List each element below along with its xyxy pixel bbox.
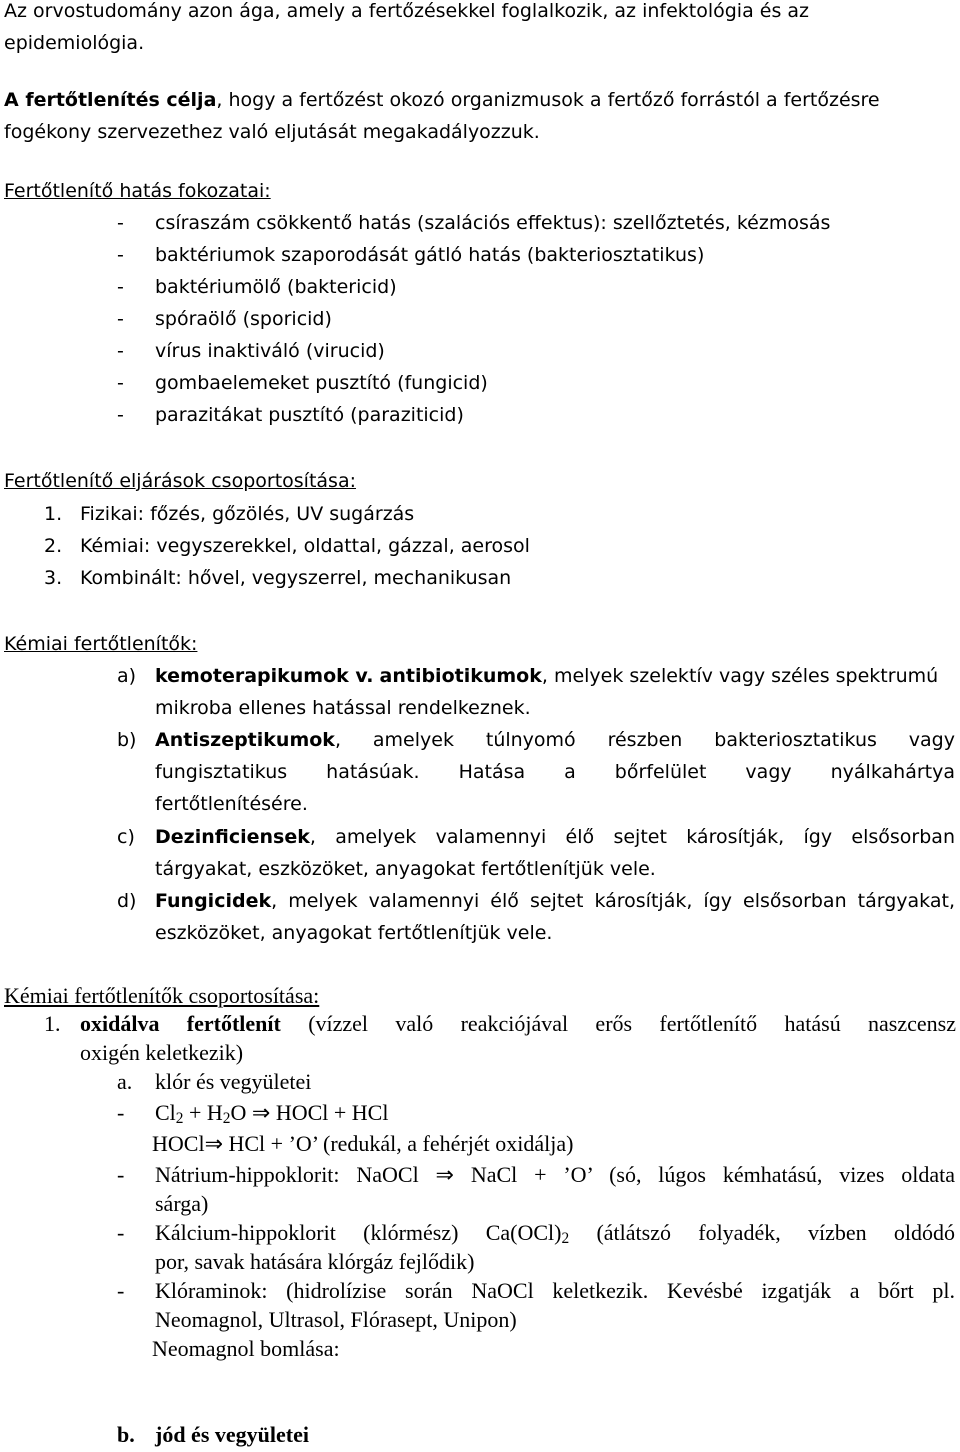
chem-d-rest: , melyek valamennyi élő sejtet károsítják, így elsősorban tárgyakat, — [271, 890, 955, 912]
natrium-a: Nátrium-hippoklorit: NaOCl — [155, 1162, 419, 1187]
level-item: baktériumölő (baktericid) — [155, 276, 397, 298]
chem-item-a-line2: mikroba ellenes hatással rendelkeznek. — [155, 697, 531, 719]
level-dash: - — [117, 404, 124, 426]
intro-line-1: Az orvostudomány azon ága, amely a fertőzésekkel foglalkozik, az infektológia és az — [4, 0, 810, 22]
kloraminok-line1: Klóraminok: (hidrolízise során NaOCl keletkezik. Kevésbé izgatják a bőrt pl. — [155, 1278, 955, 1303]
equation-1 — [155, 1100, 388, 1128]
level-dash: - — [117, 372, 124, 394]
chem-item-a-line1 — [155, 665, 955, 687]
eq1-sub: 2 — [175, 1110, 184, 1127]
chem-item-b-line2: fungisztatikus hatásúak. Hatása a bőrfelület vagy nyálkahártya — [155, 761, 955, 783]
chem-b-rest: , amelyek túlnyomó részben bakteriosztatikus vagy — [334, 729, 955, 751]
level-item: vírus inaktiváló (virucid) — [155, 340, 385, 362]
level-item: parazitákat pusztító (paraziticid) — [155, 404, 464, 426]
chem-a-rest: , melyek szelektív vagy széles spektrumú — [541, 665, 939, 687]
sub-a-label: a. — [117, 1069, 133, 1094]
kloraminok-line2: Neomagnol, Ultrasol, Flórasept, Unipon) — [155, 1307, 517, 1332]
arrow-icon: ⇒ — [204, 1131, 223, 1156]
level-dash: - — [117, 212, 124, 234]
natrium-line1 — [155, 1162, 955, 1188]
chem-b-bold: Antiszeptikumok — [155, 729, 335, 751]
group-1-line1 — [80, 1011, 956, 1037]
level-dash: - — [117, 276, 124, 298]
neomagnol-line: Neomagnol bomlása: — [152, 1336, 340, 1361]
eq1-o: O — [230, 1100, 247, 1125]
group-1-line2: oxigén keletkezik) — [80, 1040, 244, 1065]
chem-item-d-line1 — [155, 890, 955, 912]
procedure-item: Kémiai: vegyszerekkel, oldattal, gázzal, aerosol — [80, 535, 530, 557]
kalcium-a: Kálcium-hippoklorit (klórmész) Ca(OCl) — [155, 1220, 562, 1245]
goal-rest: , hogy a fertőzést okozó organizmusok a fertőző forrástól a fertőzésre — [216, 89, 880, 111]
chem-a-bold2: antibiotikumok — [379, 665, 542, 687]
level-item: spóraölő (sporicid) — [155, 308, 332, 330]
level-dash: - — [117, 244, 124, 266]
chem-d-bold: Fungicidek — [155, 890, 272, 912]
nat-dash: - — [117, 1162, 125, 1187]
groups-heading: Kémiai fertőtlenítők csoportosítása: — [4, 983, 320, 1008]
level-dash: - — [117, 308, 124, 330]
arrow-icon: ⇒ — [435, 1162, 454, 1187]
procedure-item: Fizikai: főzés, gőzölés, UV sugárzás — [80, 503, 415, 525]
natrium-b: NaCl + ’O’ (só, lúgos kémhatású, vizes oldata — [470, 1162, 956, 1187]
chem-item-b-line3: fertőtlenítésére. — [155, 793, 308, 815]
chem-item-d-line2: eszközöket, anyagokat fertőtlenítjük vele. — [155, 922, 553, 944]
level-dash: - — [117, 340, 124, 362]
procedure-num: 3. — [44, 567, 63, 589]
level-item: csíraszám csökkentő hatás (szalációs effektus): szellőztetés, kézmosás — [155, 212, 831, 234]
level-item: baktériumok szaporodását gátló hatás (bakteriosztatikus) — [155, 244, 705, 266]
eq2-product: HCl + ’O’ (redukál, a fehérjét oxidálja) — [228, 1131, 574, 1156]
chem-a-bold1: kemoterapikumok v. — [155, 665, 374, 687]
procedure-item: Kombinált: hővel, vegyszerrel, mechanikusan — [80, 567, 512, 589]
procedures-heading: Fertőtlenítő eljárások csoportosítása: — [4, 470, 356, 492]
levels-heading: Fertőtlenítő hatás fokozatai: — [4, 180, 271, 202]
eq2-hocl: HOCl — [152, 1131, 205, 1156]
arrow-icon: ⇒ — [251, 1100, 271, 1125]
kal-dash: - — [117, 1220, 125, 1245]
intro-line-2: epidemiológia. — [4, 32, 145, 54]
kalcium-b: (átlátszó folyadék, vízben oldódó — [596, 1220, 956, 1245]
chem-label-c: c) — [117, 826, 135, 848]
kalcium-sub: 2 — [561, 1230, 570, 1247]
chem-c-rest: , amelyek valamennyi élő sejtet károsítják, így elsősorban — [309, 826, 955, 848]
eq1-cl: Cl — [155, 1100, 176, 1125]
sub-b-label: b. — [117, 1422, 135, 1447]
level-item: gombaelemeket pusztító (fungicid) — [155, 372, 488, 394]
eq-dash: - — [117, 1100, 125, 1125]
goal-line-1 — [4, 89, 880, 111]
goal-term: A fertőtlenítés célja — [4, 89, 217, 111]
sub-b-text: jód és vegyületei — [155, 1422, 309, 1447]
eq1-product: HOCl + HCl — [275, 1100, 389, 1125]
chem-c-bold: Dezinficiensek — [155, 826, 310, 848]
natrium-line2: sárga) — [155, 1191, 209, 1216]
eq1-h: + H — [189, 1100, 223, 1125]
klo-dash: - — [117, 1278, 125, 1303]
procedure-num: 1. — [44, 503, 63, 525]
group-1-bold: oxidálva fertőtlenít — [80, 1011, 281, 1036]
chem-item-b-line1 — [155, 729, 955, 751]
kalcium-line2: por, savak hatására klórgáz fejlődik) — [155, 1249, 475, 1274]
chem-label-a: a) — [117, 665, 137, 687]
kalcium-line1 — [155, 1220, 955, 1248]
eq1-sub2: 2 — [222, 1110, 231, 1127]
chem-label-b: b) — [117, 729, 137, 751]
group-1-num: 1. — [44, 1011, 61, 1036]
goal-line-2: fogékony szervezethez való eljutását megakadályozzuk. — [4, 121, 540, 143]
chemical-heading: Kémiai fertőtlenítők: — [4, 633, 198, 655]
sub-a-text: klór és vegyületei — [155, 1069, 312, 1094]
group-1-rest: (vízzel való reakciójával erős fertőtlenítő hatású naszcensz — [308, 1011, 956, 1036]
chem-label-d: d) — [117, 890, 137, 912]
equation-2 — [152, 1131, 573, 1157]
chem-item-c-line2: tárgyakat, eszközöket, anyagokat fertőtlenítjük vele. — [155, 858, 656, 880]
procedure-num: 2. — [44, 535, 63, 557]
chem-item-c-line1 — [155, 826, 955, 848]
